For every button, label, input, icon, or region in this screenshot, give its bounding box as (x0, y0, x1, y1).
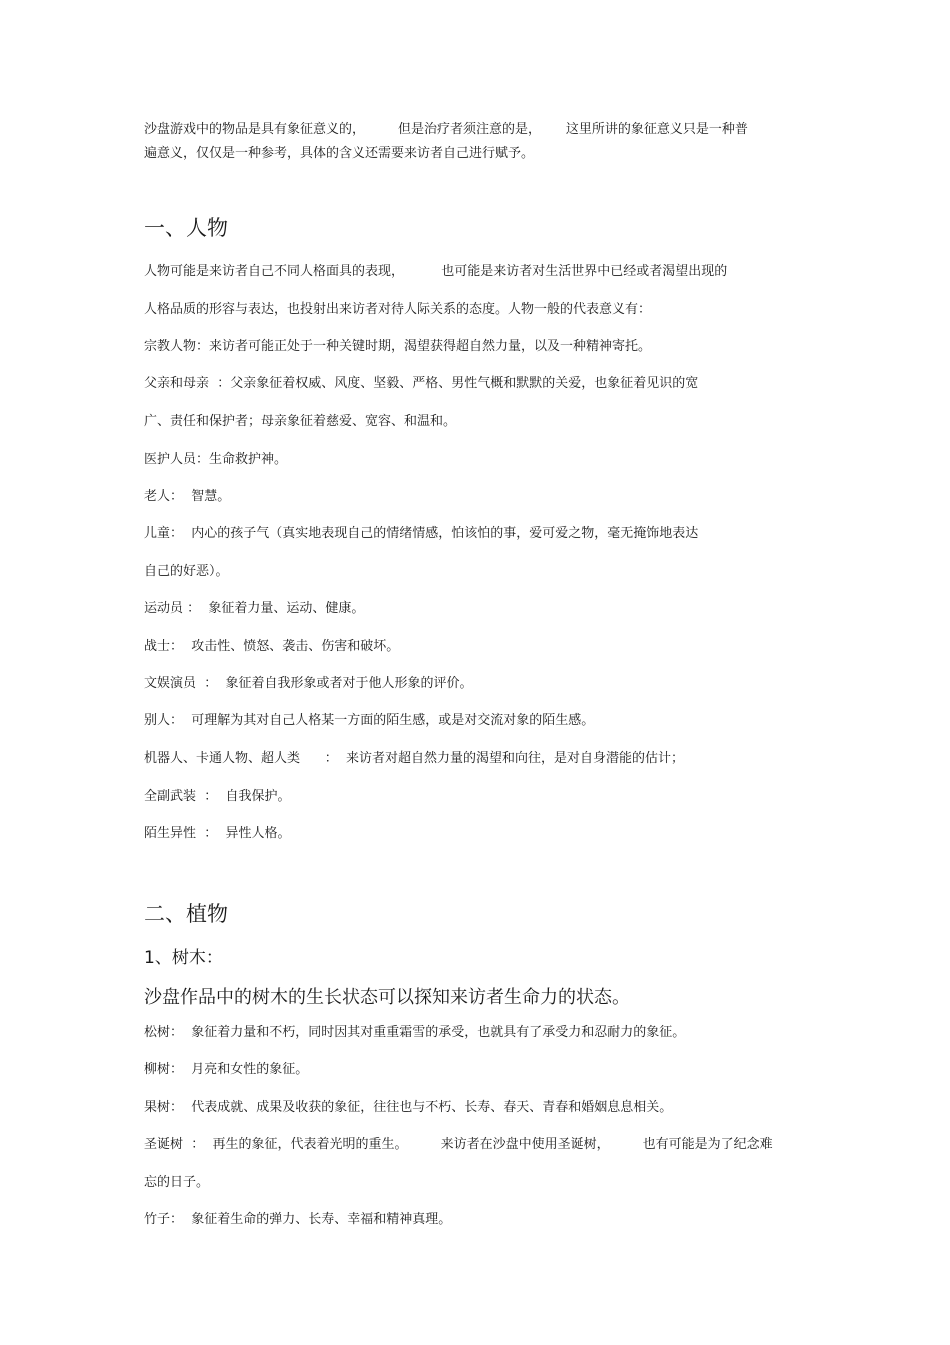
plants-line: 竹子： 象征着生命的弹力、长寿、幸福和精神真理。 (144, 1212, 452, 1227)
people-line: 人格品质的形容与表达，也投射出来访者对待人际关系的态度。人物一般的代表意义有： (144, 302, 652, 317)
subheading-trees: 1、树木： (144, 948, 223, 968)
plants-line: 柳树： 月亮和女性的象征。 (144, 1062, 309, 1077)
plants-line: 圣诞树 ： 再生的象征，代表着光明的重生。 来访者在沙盘中使用圣诞树， 也有可能是为了纪念难 (144, 1137, 773, 1152)
people-line: 老人： 智慧。 (144, 489, 231, 504)
intro-line-1: 沙盘游戏中的物品是具有象征意义的， 但是治疗者须注意的是， 这里所讲的象征意义只是一种普 (144, 122, 748, 137)
plants-line: 果树： 代表成就、成果及收获的象征，往往也与不朽、长寿、春天、青春和婚姻息息相关。 (144, 1100, 673, 1115)
people-line: 医护人员：生命救护神。 (144, 452, 288, 467)
people-line: 宗教人物：来访者可能正处于一种关键时期，渴望获得超自然力量，以及一种精神寄托。 (144, 339, 652, 354)
people-line: 人物可能是来访者自己不同人格面具的表现， 也可能是来访者对生活世界中已经或者渴望出现的 (144, 264, 728, 279)
people-line: 广、责任和保护者；母亲象征着慈爱、宽容、和温和。 (144, 414, 457, 429)
section-heading-people: 一、人物 (144, 216, 228, 240)
intro-line-2: 遍意义，仅仅是一种参考，具体的含义还需要来访者自己进行赋予。 (144, 146, 535, 161)
people-line: 儿童： 内心的孩子气（真实地表现自己的情绪情感，怕该怕的事，爱可爱之物，毫无掩饰地表达 (144, 526, 699, 541)
people-line: 战士： 攻击性、愤怒、袭击、伤害和破坏。 (144, 639, 400, 654)
trees-lead-line: 沙盘作品中的树木的生长状态可以探知来访者生命力的状态。 (144, 987, 630, 1008)
people-line: 机器人、卡通人物、超人类 ： 来访者对超自然力量的渴望和向往，是对自身潜能的估计； (144, 751, 685, 766)
people-line: 陌生异性 ： 异性人格。 (144, 826, 291, 841)
people-line: 自己的好恶）。 (144, 564, 229, 579)
people-line: 运动员 ： 象征着力量、运动、健康。 (144, 601, 365, 616)
plants-line: 忘的日子。 (144, 1175, 210, 1190)
people-line: 全副武装 ： 自我保护。 (144, 789, 291, 804)
people-line: 父亲和母亲 ：父亲象征着权威、风度、坚毅、严格、男性气概和默默的关爱，也象征着见识的宽 (144, 376, 699, 391)
plants-line: 松树： 象征着力量和不朽，同时因其对重重霜雪的承受，也就具有了承受力和忍耐力的象征。 (144, 1025, 686, 1040)
section-heading-plants: 二、植物 (144, 902, 228, 926)
people-line: 文娱演员 ： 象征着自我形象或者对于他人形象的评价。 (144, 676, 473, 691)
people-line: 别人： 可理解为其对自己人格某一方面的陌生感，或是对交流对象的陌生感。 (144, 713, 595, 728)
